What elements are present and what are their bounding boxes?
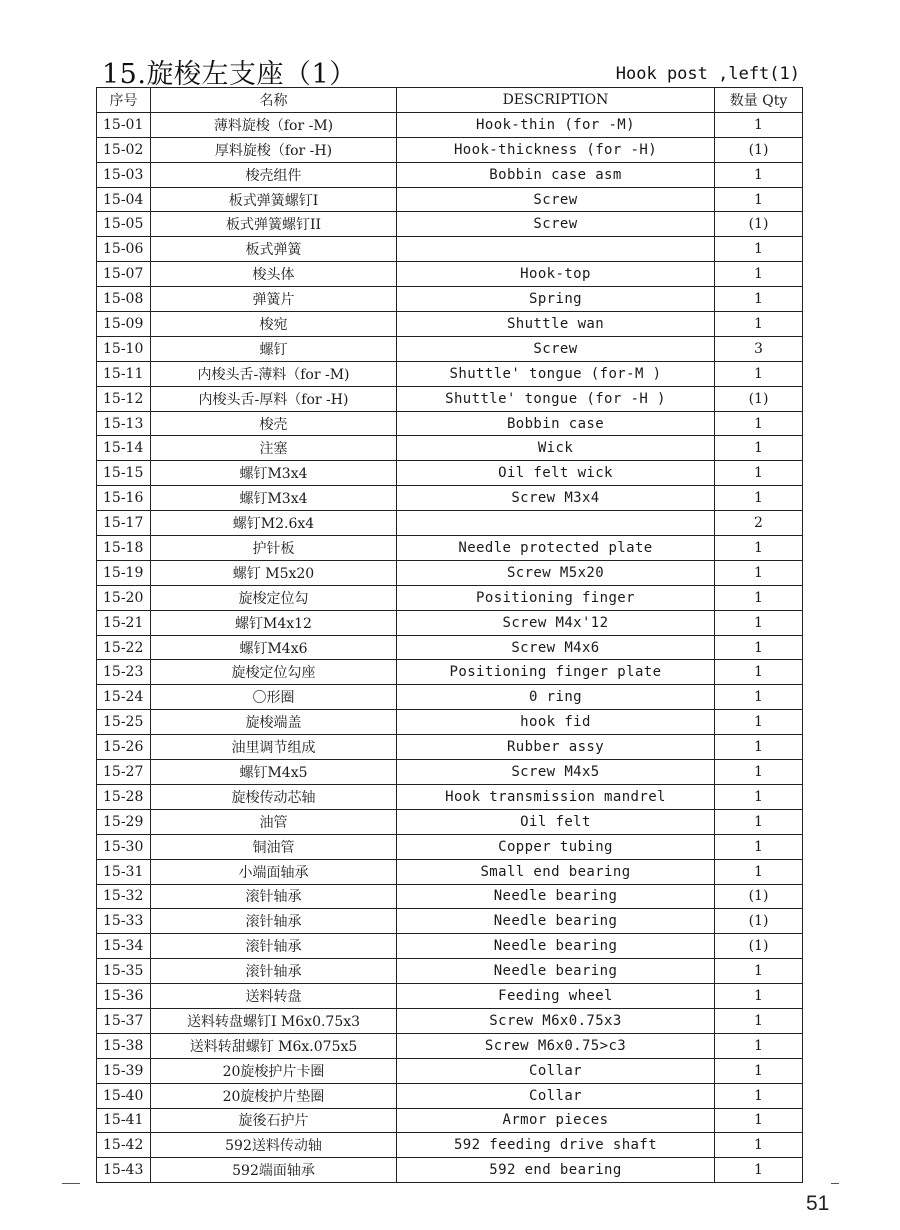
part-quantity: 1 <box>715 287 803 312</box>
page-title: 15.旋梭左支座（1） <box>102 59 357 90</box>
table-row <box>97 784 803 809</box>
part-name-cn: 20旋梭护片卡圈 <box>151 1058 397 1083</box>
part-description: Needle protected plate <box>397 536 715 561</box>
part-description: Screw M6x0.75>c3 <box>397 1033 715 1058</box>
part-quantity: (1) <box>715 884 803 909</box>
part-quantity: 1 <box>715 312 803 337</box>
parts-table-body <box>97 112 803 1182</box>
part-number: 15-26 <box>97 735 151 760</box>
part-description: Shuttle' tongue (for -H ) <box>397 386 715 411</box>
part-quantity: 1 <box>715 710 803 735</box>
part-quantity: (1) <box>715 137 803 162</box>
table-row <box>97 660 803 685</box>
header-row <box>97 88 803 113</box>
page-number: 51 <box>806 1192 830 1215</box>
part-name-cn: 旋梭定位勾 <box>151 585 397 610</box>
part-quantity: 1 <box>715 1083 803 1108</box>
part-number: 15-33 <box>97 909 151 934</box>
parts-table <box>96 87 803 1183</box>
column-header-description: DESCRIPTION <box>397 88 715 113</box>
part-number: 15-27 <box>97 760 151 785</box>
part-number: 15-08 <box>97 287 151 312</box>
footer-rule-right <box>831 1183 839 1184</box>
table-row <box>97 909 803 934</box>
part-quantity: 1 <box>715 411 803 436</box>
table-row <box>97 560 803 585</box>
part-number: 15-21 <box>97 610 151 635</box>
part-description: Needle bearing <box>397 884 715 909</box>
part-description: Screw M3x4 <box>397 486 715 511</box>
part-name-cn: 592端面轴承 <box>151 1158 397 1183</box>
part-number: 15-30 <box>97 834 151 859</box>
part-name-cn: 内梭头舌-薄料（for -M) <box>151 361 397 386</box>
column-header-name: 名称 <box>151 88 397 113</box>
part-name-cn: 送料转盘螺钉I M6x0.75x3 <box>151 1008 397 1033</box>
part-number: 15-32 <box>97 884 151 909</box>
part-name-cn: 弹簧片 <box>151 287 397 312</box>
part-description: Positioning finger <box>397 585 715 610</box>
part-quantity: (1) <box>715 909 803 934</box>
part-number: 15-09 <box>97 312 151 337</box>
part-description <box>397 237 715 262</box>
column-header-number: 序号 <box>97 88 151 113</box>
part-name-cn: 螺钉M4x5 <box>151 760 397 785</box>
table-row <box>97 635 803 660</box>
part-quantity: 1 <box>715 237 803 262</box>
part-name-cn: 梭头体 <box>151 262 397 287</box>
part-quantity: 1 <box>715 187 803 212</box>
table-row <box>97 212 803 237</box>
part-description: Wick <box>397 436 715 461</box>
part-description: Needle bearing <box>397 934 715 959</box>
table-row <box>97 884 803 909</box>
part-number: 15-38 <box>97 1033 151 1058</box>
part-quantity: (1) <box>715 934 803 959</box>
part-quantity: 1 <box>715 585 803 610</box>
part-name-cn: 油管 <box>151 809 397 834</box>
table-row <box>97 1008 803 1033</box>
part-name-cn: 油里调节组成 <box>151 735 397 760</box>
part-name-cn: 送料转盘 <box>151 984 397 1009</box>
part-description: Shuttle' tongue (for-M ) <box>397 361 715 386</box>
part-number: 15-23 <box>97 660 151 685</box>
part-description: Needle bearing <box>397 909 715 934</box>
table-row <box>97 984 803 1009</box>
table-row <box>97 336 803 361</box>
part-description: Positioning finger plate <box>397 660 715 685</box>
part-number: 15-12 <box>97 386 151 411</box>
table-row <box>97 685 803 710</box>
part-description: Screw M4x6 <box>397 635 715 660</box>
part-number: 15-05 <box>97 212 151 237</box>
part-number: 15-10 <box>97 336 151 361</box>
table-row <box>97 859 803 884</box>
part-quantity: 1 <box>715 984 803 1009</box>
part-name-cn: 梭宛 <box>151 312 397 337</box>
part-description: Oil felt <box>397 809 715 834</box>
part-quantity: 1 <box>715 436 803 461</box>
part-number: 15-02 <box>97 137 151 162</box>
part-description: Shuttle wan <box>397 312 715 337</box>
table-row <box>97 536 803 561</box>
part-description: hook fid <box>397 710 715 735</box>
part-description: Screw <box>397 187 715 212</box>
page-subtitle: Hook post ,left(1) <box>615 64 800 84</box>
part-name-cn: 厚料旋梭（for -H) <box>151 137 397 162</box>
part-quantity: 1 <box>715 1108 803 1133</box>
part-number: 15-15 <box>97 461 151 486</box>
part-name-cn: 滚针轴承 <box>151 909 397 934</box>
table-row <box>97 436 803 461</box>
part-number: 15-17 <box>97 511 151 536</box>
table-row <box>97 1133 803 1158</box>
part-description <box>397 511 715 536</box>
part-quantity: 1 <box>715 685 803 710</box>
part-number: 15-39 <box>97 1058 151 1083</box>
part-quantity: 1 <box>715 784 803 809</box>
table-row <box>97 809 803 834</box>
part-number: 15-40 <box>97 1083 151 1108</box>
part-name-cn: 板式弹簧 <box>151 237 397 262</box>
part-quantity: 1 <box>715 1058 803 1083</box>
part-description: Screw M4x'12 <box>397 610 715 635</box>
part-name-cn: 注塞 <box>151 436 397 461</box>
part-description: Bobbin case <box>397 411 715 436</box>
part-quantity: 3 <box>715 336 803 361</box>
part-description: 592 end bearing <box>397 1158 715 1183</box>
part-number: 15-42 <box>97 1133 151 1158</box>
part-quantity: 1 <box>715 735 803 760</box>
part-name-cn: 〇形圈 <box>151 685 397 710</box>
part-quantity: (1) <box>715 386 803 411</box>
part-number: 15-28 <box>97 784 151 809</box>
part-quantity: 1 <box>715 610 803 635</box>
part-quantity: 1 <box>715 361 803 386</box>
part-description: 0 ring <box>397 685 715 710</box>
part-quantity: 1 <box>715 660 803 685</box>
part-number: 15-31 <box>97 859 151 884</box>
part-quantity: 1 <box>715 859 803 884</box>
part-quantity: 1 <box>715 834 803 859</box>
part-name-cn: 旋梭端盖 <box>151 710 397 735</box>
part-quantity: 1 <box>715 560 803 585</box>
table-row <box>97 1108 803 1133</box>
part-description: Hook transmission mandrel <box>397 784 715 809</box>
table-row <box>97 162 803 187</box>
part-name-cn: 螺钉M3x4 <box>151 486 397 511</box>
table-row <box>97 187 803 212</box>
part-number: 15-18 <box>97 536 151 561</box>
part-number: 15-14 <box>97 436 151 461</box>
part-description: Spring <box>397 287 715 312</box>
part-description: Screw M6x0.75x3 <box>397 1008 715 1033</box>
table-row <box>97 735 803 760</box>
part-number: 15-35 <box>97 959 151 984</box>
part-number: 15-34 <box>97 934 151 959</box>
part-quantity: 1 <box>715 536 803 561</box>
part-name-cn: 薄料旋梭（for -M) <box>151 112 397 137</box>
part-quantity: 1 <box>715 461 803 486</box>
part-description: Rubber assy <box>397 735 715 760</box>
part-number: 15-36 <box>97 984 151 1009</box>
part-quantity: 1 <box>715 112 803 137</box>
part-name-cn: 螺钉M4x6 <box>151 635 397 660</box>
part-number: 15-01 <box>97 112 151 137</box>
table-row <box>97 1083 803 1108</box>
part-name-cn: 螺钉 <box>151 336 397 361</box>
part-description: Screw <box>397 212 715 237</box>
table-row <box>97 585 803 610</box>
part-name-cn: 铜油管 <box>151 834 397 859</box>
part-description: 592 feeding drive shaft <box>397 1133 715 1158</box>
part-quantity: 1 <box>715 635 803 660</box>
part-name-cn: 板式弹簧螺钉I <box>151 187 397 212</box>
part-description: Hook-thin (for -M) <box>397 112 715 137</box>
part-number: 15-13 <box>97 411 151 436</box>
part-name-cn: 板式弹簧螺钉II <box>151 212 397 237</box>
part-number: 15-22 <box>97 635 151 660</box>
part-name-cn: 旋梭定位勾座 <box>151 660 397 685</box>
table-row <box>97 959 803 984</box>
part-name-cn: 螺钉M2.6x4 <box>151 511 397 536</box>
part-description: Needle bearing <box>397 959 715 984</box>
part-name-cn: 护针板 <box>151 536 397 561</box>
table-row <box>97 610 803 635</box>
part-name-cn: 旋梭传动芯轴 <box>151 784 397 809</box>
part-number: 15-04 <box>97 187 151 212</box>
part-quantity: 1 <box>715 809 803 834</box>
part-name-cn: 20旋梭护片垫圈 <box>151 1083 397 1108</box>
table-row <box>97 411 803 436</box>
part-number: 15-06 <box>97 237 151 262</box>
part-quantity: 1 <box>715 262 803 287</box>
parts-table-header <box>97 88 803 113</box>
part-number: 15-19 <box>97 560 151 585</box>
part-description: Bobbin case asm <box>397 162 715 187</box>
part-quantity: 1 <box>715 1008 803 1033</box>
part-name-cn: 滚针轴承 <box>151 884 397 909</box>
part-name-cn: 小端面轴承 <box>151 859 397 884</box>
part-number: 15-41 <box>97 1108 151 1133</box>
table-row <box>97 1058 803 1083</box>
part-quantity: 1 <box>715 959 803 984</box>
table-row <box>97 511 803 536</box>
table-row <box>97 287 803 312</box>
part-number: 15-16 <box>97 486 151 511</box>
part-name-cn: 滚针轴承 <box>151 959 397 984</box>
part-quantity: 1 <box>715 162 803 187</box>
part-description: Small end bearing <box>397 859 715 884</box>
part-number: 15-37 <box>97 1008 151 1033</box>
table-row <box>97 461 803 486</box>
part-number: 15-03 <box>97 162 151 187</box>
part-number: 15-43 <box>97 1158 151 1183</box>
table-row <box>97 262 803 287</box>
part-name-cn: 螺钉 M5x20 <box>151 560 397 585</box>
part-description: Collar <box>397 1083 715 1108</box>
part-name-cn: 梭壳 <box>151 411 397 436</box>
part-name-cn: 内梭头舌-厚料（for -H) <box>151 386 397 411</box>
part-number: 15-25 <box>97 710 151 735</box>
part-description: Collar <box>397 1058 715 1083</box>
part-quantity: (1) <box>715 212 803 237</box>
part-quantity: 2 <box>715 511 803 536</box>
part-number: 15-29 <box>97 809 151 834</box>
part-description: Armor pieces <box>397 1108 715 1133</box>
part-quantity: 1 <box>715 760 803 785</box>
table-row <box>97 760 803 785</box>
part-description: Hook-thickness (for -H) <box>397 137 715 162</box>
table-row <box>97 361 803 386</box>
part-number: 15-20 <box>97 585 151 610</box>
part-quantity: 1 <box>715 1033 803 1058</box>
table-row <box>97 1158 803 1183</box>
part-description: Copper tubing <box>397 834 715 859</box>
part-name-cn: 旋後石护片 <box>151 1108 397 1133</box>
part-number: 15-24 <box>97 685 151 710</box>
table-row <box>97 237 803 262</box>
table-row <box>97 834 803 859</box>
part-description: Screw <box>397 336 715 361</box>
part-name-cn: 592送料传动轴 <box>151 1133 397 1158</box>
table-row <box>97 386 803 411</box>
part-name-cn: 螺钉M4x12 <box>151 610 397 635</box>
table-row <box>97 112 803 137</box>
part-name-cn: 滚针轴承 <box>151 934 397 959</box>
part-description: Screw M5x20 <box>397 560 715 585</box>
table-row <box>97 137 803 162</box>
table-row <box>97 486 803 511</box>
part-description: Hook-top <box>397 262 715 287</box>
part-number: 15-07 <box>97 262 151 287</box>
column-header-quantity: 数量 Qty <box>715 88 803 113</box>
table-row <box>97 1033 803 1058</box>
table-row <box>97 710 803 735</box>
table-row <box>97 934 803 959</box>
part-quantity: 1 <box>715 486 803 511</box>
part-name-cn: 梭壳组件 <box>151 162 397 187</box>
part-description: Oil felt wick <box>397 461 715 486</box>
part-quantity: 1 <box>715 1133 803 1158</box>
part-name-cn: 螺钉M3x4 <box>151 461 397 486</box>
part-description: Screw M4x5 <box>397 760 715 785</box>
part-description: Feeding wheel <box>397 984 715 1009</box>
part-quantity: 1 <box>715 1158 803 1183</box>
part-number: 15-11 <box>97 361 151 386</box>
footer-rule-left <box>62 1183 80 1184</box>
table-row <box>97 312 803 337</box>
part-name-cn: 送料转甜螺钉 M6x.075x5 <box>151 1033 397 1058</box>
